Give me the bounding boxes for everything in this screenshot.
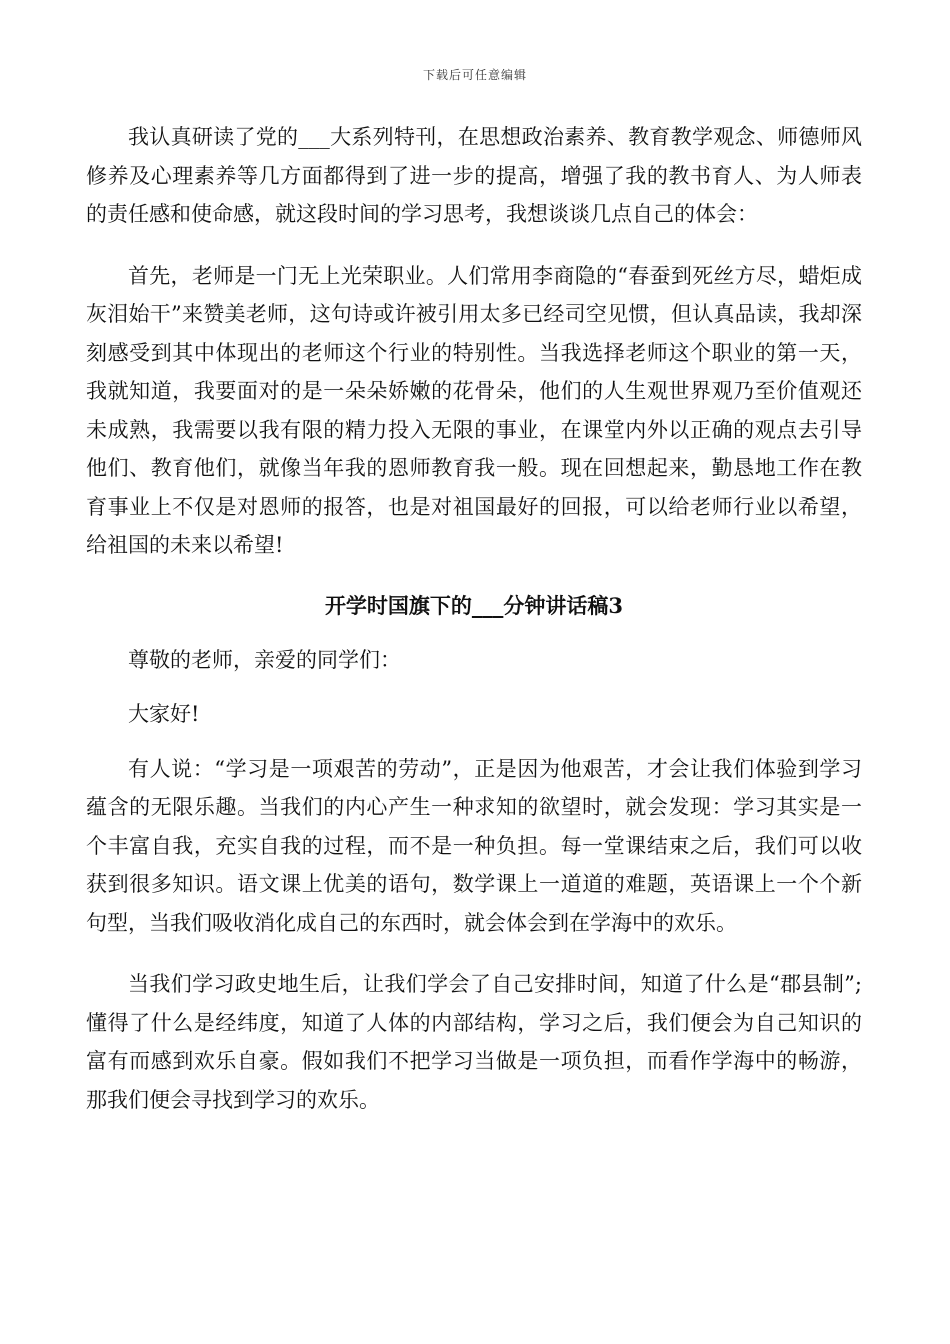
paragraph-learning-joy: 有人说：“学习是一项艰苦的劳动”，正是因为他艰苦，才会让我们体验到学习蕴含的无限乐趣。当我们的内心产生一种求知的欲望时，就会发现：学习其实是一个丰富自我，充实自我的过程，而不是一种负担。每一堂课结束之后，我们可以收获到很多知识。语文课上优美的语句，数学课上一道道的难题，英语课上一个个新句型，当我们吸收消化成自己的东西时，就会体会到在学海中的欢乐。: [86, 756, 862, 935]
paragraph-greeting-hello: 大家好!: [128, 702, 200, 726]
paragraph-learning-subjects: 当我们学习政史地生后，让我们学会了自己安排时间，知道了什么是“郡县制”;懂得了什么是经纬度，知道了人体的内部结构，学习之后，我们便会为自己知识的富有而感到欢乐自豪。假如我们不把学习当做是一项负担，而看作学海中的畅游，那我们便会寻找到学习的欢乐。: [86, 972, 862, 1112]
paragraph-teacher-honor: 首先，老师是一门无上光荣职业。人们常用李商隐的“春蚕到死丝方尽，蜡炬成灰泪始干”来赞美老师，这句诗或许被引用太多已经司空见惯，但认真品读，我却深刻感受到其中体现出的老师这个行业的特别性。当我选择老师这个职业的第一天，我就知道，我要面对的是一朵朵娇嫩的花骨朵，他们的人生观世界观乃至价值观还未成熟，我需要以我有限的精力投入无限的事业，在课堂内外以正确的观点去引导他们、教育他们，就像当年我的恩师教育我一般。现在回想起来，勤恳地工作在教育事业上不仅是对恩师的报答，也是对祖国最好的回报，可以给老师行业以希望，给祖国的未来以希望!: [86, 263, 862, 557]
paragraph-study-reflection: 我认真研读了党的___大系列特刊，在思想政治素养、教育教学观念、师德师风修养及心理素养等几方面都得到了进一步的提高，增强了我的教书育人、为人师表的责任感和使命感，就这段时间的学习思考，我想谈谈几点自己的体会：: [86, 125, 862, 226]
header-note: 下载后可任意编辑: [422, 68, 527, 82]
document-body: [86, 118, 862, 1119]
paragraph-greeting-audience: 尊敬的老师，亲爱的同学们：: [128, 647, 401, 672]
section-heading: 开学时国旗下的___分钟讲话稿3: [324, 592, 624, 618]
